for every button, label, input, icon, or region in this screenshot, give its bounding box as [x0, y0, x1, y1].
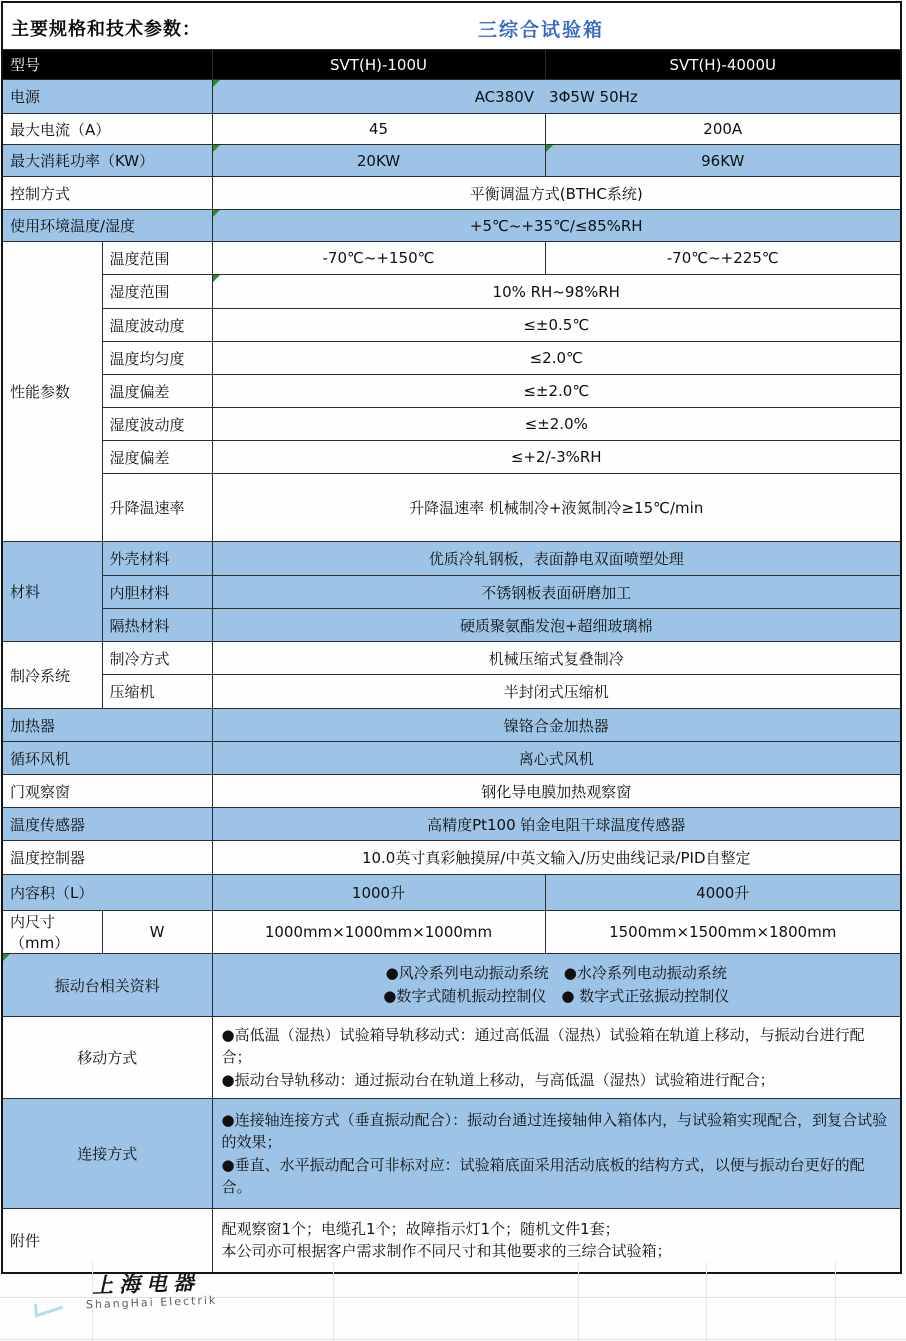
temp-controller-value: 10.0英寸真彩触摸屏/中英文输入/历史曲线记录/PID自整定 — [212, 841, 901, 875]
refrigeration-group-label: 制冷系统 — [2, 642, 102, 709]
temp-controller-label: 温度控制器 — [2, 841, 212, 875]
connection-label: 连接方式 — [2, 1099, 212, 1209]
inner-size-col2: 1500mm×1500mm×1800mm — [545, 911, 901, 954]
performance-group-label: 性能参数 — [2, 242, 102, 542]
connection-line2: ●垂直、水平振动配合可非标对应：试验箱底面采用活动底板的结构方式，以便与振动台更好的配合。 — [221, 1155, 865, 1196]
accessories-line1: 配观察窗1个；电缆孔1个；故障指示灯1个；随机文件1套； — [221, 1219, 620, 1238]
perf-hum-fluct-value: ≤±2.0% — [212, 408, 901, 441]
volume-label: 内容积（L） — [2, 875, 212, 911]
perf-temp-range-col1: -70℃~+150℃ — [212, 242, 545, 275]
temp-sensor-label: 温度传感器 — [2, 808, 212, 841]
volume-col2: 4000升 — [545, 875, 901, 911]
product-name: 三综合试验箱 — [477, 19, 605, 41]
company-logo: 上海电器 — [91, 1270, 201, 1298]
model-col1: SVT(H)-100U — [212, 50, 545, 80]
compressor-label: 压缩机 — [102, 675, 212, 709]
max-current-col2: 200A — [545, 114, 901, 145]
perf-temp-dev-label: 温度偏差 — [102, 375, 212, 408]
perf-temp-range-label: 温度范围 — [102, 242, 212, 275]
max-power-col2: 96KW — [545, 145, 901, 177]
max-current-col1: 45 — [212, 114, 545, 145]
power-value: AC380V 3Φ5W 50Hz — [212, 80, 901, 114]
vibration-line1: ●风冷系列电动振动系统 ●水冷系列电动振动系统 — [385, 963, 727, 982]
perf-hum-fluct-label: 湿度波动度 — [102, 408, 212, 441]
heater-value: 镍铬合金加热器 — [212, 709, 901, 742]
connection-line1: ●连接轴连接方式（垂直振动配合）：振动台通过连接轴伸入箱体内，与试验箱实现配合，到复合试验的效果； — [221, 1110, 888, 1151]
power-label: 电源 — [2, 80, 212, 114]
vibration-line2: ●数字式随机振动控制仪 ● 数字式正弦振动控制仪 — [383, 987, 730, 1005]
moving-label: 移动方式 — [2, 1017, 212, 1099]
perf-temp-range-col2: -70℃~+225℃ — [545, 242, 901, 275]
gridline-horizontal — [0, 1339, 906, 1340]
material-liner-value: 不锈钢板表面研磨加工 — [212, 576, 901, 609]
gridline-vertical — [333, 1262, 334, 1341]
perf-temp-uniform-value: ≤2.0℃ — [212, 342, 901, 375]
vibration-label: 振动台相关资料 — [2, 954, 212, 1017]
refrig-method-label: 制冷方式 — [102, 642, 212, 675]
perf-temp-uniform-label: 温度均匀度 — [102, 342, 212, 375]
max-power-col1: 20KW — [212, 145, 545, 177]
compressor-value: 半封闭式压缩机 — [212, 675, 901, 709]
material-insulation-value: 硬质聚氨酯发泡+超细玻璃棉 — [212, 609, 901, 642]
title-row — [2, 2, 901, 50]
page-title: 主要规格和技术参数： — [11, 19, 201, 40]
perf-temp-fluct-label: 温度波动度 — [102, 309, 212, 342]
ambient-label: 使用环境温度/湿度 — [2, 210, 212, 242]
perf-ramp-rate-value: 升降温速率 机械制冷+液氮制冷≥15℃/min — [212, 474, 901, 542]
max-current-label: 最大电流（A） — [2, 114, 212, 145]
perf-humidity-range-label: 湿度范围 — [102, 275, 212, 309]
perf-hum-dev-label: 湿度偏差 — [102, 441, 212, 474]
accessories-line2: 本公司亦可根据客户需求制作不同尺寸和其他要求的三综合试验箱； — [221, 1242, 672, 1261]
model-label: 型号 — [2, 50, 212, 80]
volume-col1: 1000升 — [212, 875, 545, 911]
connection-value — [212, 1099, 901, 1209]
spec-table — [1, 1, 902, 1274]
moving-line1: ●高低温（湿热）试验箱导轨移动式：通过高低温（湿热）试验箱在轨道上移动，与振动台进行配合； — [221, 1025, 865, 1067]
fan-value: 离心式风机 — [212, 742, 901, 775]
moving-line2: ●振动台导轨移动：通过振动台在轨道上移动，与高低温（湿热）试验箱进行配合； — [221, 1070, 775, 1089]
moving-value — [212, 1017, 901, 1099]
gridline-vertical — [578, 1262, 579, 1341]
control-label: 控制方式 — [2, 177, 212, 210]
material-shell-value: 优质冷轧钢板，表面静电双面喷塑处理 — [212, 542, 901, 576]
heater-label: 加热器 — [2, 709, 212, 742]
accessories-label: 附件 — [2, 1209, 212, 1273]
accessories-value — [212, 1209, 901, 1273]
inner-size-sub: W — [102, 911, 212, 954]
model-col2: SVT(H)-4000U — [545, 50, 901, 80]
inner-size-col1: 1000mm×1000mm×1000mm — [212, 911, 545, 954]
perf-ramp-rate-label: 升降温速率 — [102, 474, 212, 542]
gridline-vertical — [835, 1262, 836, 1341]
material-liner-label: 内胆材料 — [102, 576, 212, 609]
control-value: 平衡调温方式(BTHC系统) — [212, 177, 901, 210]
max-power-label: 最大消耗功率（KW） — [2, 145, 212, 177]
material-insulation-label: 隔热材料 — [102, 609, 212, 642]
refrig-method-value: 机械压缩式复叠制冷 — [212, 642, 901, 675]
inner-size-label: 内尺寸（mm） — [2, 911, 102, 954]
gridline-vertical — [706, 1262, 707, 1341]
vibration-value — [212, 954, 901, 1017]
materials-group-label: 材料 — [2, 542, 102, 642]
perf-hum-dev-value: ≤+2/-3%RH — [212, 441, 901, 474]
temp-sensor-value: 高精度Pt100 铂金电阻干球温度传感器 — [212, 808, 901, 841]
perf-temp-dev-value: ≤±2.0℃ — [212, 375, 901, 408]
door-window-label: 门观察窗 — [2, 775, 212, 808]
company-logo-subtitle: ShangHai Electrik — [85, 1293, 218, 1312]
perf-temp-fluct-value: ≤±0.5℃ — [212, 309, 901, 342]
ambient-value: +5℃~+35℃/≤85%RH — [212, 210, 901, 242]
perf-humidity-range-value: 10% RH~98%RH — [212, 275, 901, 309]
material-shell-label: 外壳材料 — [102, 542, 212, 576]
logo-check-mark — [34, 1295, 63, 1317]
door-window-value: 钢化导电膜加热观察窗 — [212, 775, 901, 808]
fan-label: 循环风机 — [2, 742, 212, 775]
